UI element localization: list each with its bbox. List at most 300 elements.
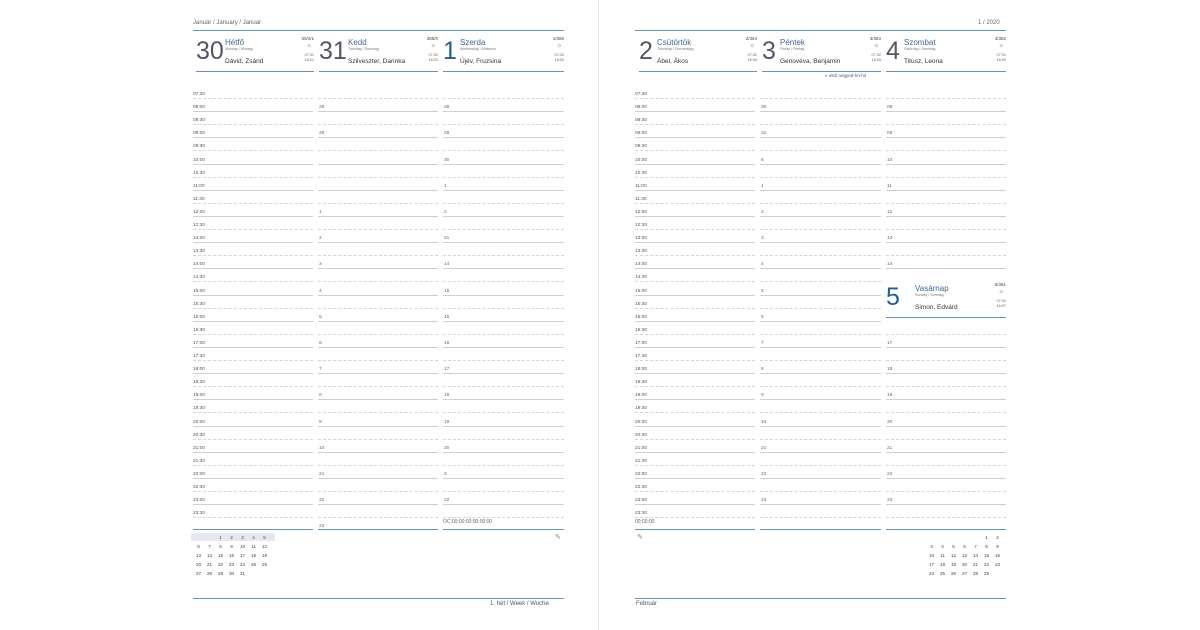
grid-line [193,426,313,427]
grid-line [760,491,881,492]
grid-line [760,216,881,217]
calendar-day: 29 [983,571,990,576]
sunset-time: 16:03 [554,58,564,62]
grid-line [318,334,438,335]
day-number: 4 [886,37,900,65]
calendar-day: 5 [263,535,266,540]
grid-line [443,386,564,387]
calendar-day: 25 [939,571,946,576]
grid-line [886,216,1006,217]
time-label: 22:00 [635,472,648,477]
time-label: 20:30 [193,433,206,438]
grid-line [193,124,313,125]
grid-line [760,426,881,427]
calendar-week-row [193,544,270,553]
calendar-day: 3 [241,535,244,540]
day-subtitle: Monday / Montag [225,47,253,51]
calendar-day: 14 [206,553,213,558]
calendar-day: 16 [228,553,235,558]
grid-line [443,124,564,125]
calendar-week-row [926,553,1003,562]
day-of-year: 2/364 [745,36,757,41]
grid-line [760,465,881,466]
hour-ordinal: 8 [319,393,322,398]
time-label: 16:00 [193,315,206,320]
grid-line [193,268,313,269]
grid-line [193,412,313,413]
grid-line [318,203,438,204]
grid-line [443,504,564,505]
sunrise-time: 07:31 [996,299,1006,303]
grid-line [318,491,438,492]
grid-line [760,478,881,479]
grid-line [760,111,881,112]
day-of-year: 3/363 [869,36,881,41]
time-label: 19:00 [193,393,206,398]
grid-line [443,281,564,282]
day-name: Csütörtök [657,38,692,47]
day-number: 2 [639,37,653,65]
time-label: 19:30 [193,406,206,411]
grid-line [193,137,313,138]
time-label: 19:30 [635,406,648,411]
calendar-day: 15 [217,553,224,558]
calendar-day [948,535,959,544]
grid-line [760,373,881,374]
hour-ordinal: 22 [444,498,450,503]
calendar-day: 29 [217,571,224,576]
grid-line [886,491,1006,492]
grid-line [886,399,1006,400]
calendar-day: 19 [950,562,957,567]
sunset-time: 16:05 [871,58,881,62]
grid-line [193,504,313,505]
sunrise-time: 07:31 [304,53,314,57]
grid-line [443,491,564,492]
grid-line [318,347,438,348]
right-page [602,0,1200,630]
grid-line [886,229,1006,230]
grid-line [635,308,755,309]
hour-ordinal: 10 [887,158,893,163]
grid-line [760,255,881,256]
grid-line [193,360,313,361]
time-label: 20:00 [193,420,206,425]
grid-line [760,504,881,505]
time-label: 12:00 [193,210,206,215]
grid-line [760,321,881,322]
grid-line [193,465,313,466]
name-day: Titusz, Leona [904,58,943,65]
day-name: Hétfő [225,38,245,47]
time-label: 08:00 [635,105,648,110]
time-label: 07:30 [635,92,648,97]
name-day: Simon, Edvárd [915,304,958,311]
calendar-day [959,535,970,544]
grid-line [318,281,438,282]
time-label: 13:30 [635,249,648,254]
time-label: 23:00 [193,498,206,503]
grid-line [635,491,755,492]
sunset-time: 16:04 [747,58,757,62]
top-rule [193,30,564,31]
time-label: 22:00 [193,472,206,477]
calendar-day: 22 [217,562,224,567]
grid-line [193,491,313,492]
hour-ordinal: 12 [887,210,893,215]
time-label: 12:30 [635,223,648,228]
grid-line [443,177,564,178]
calendar-day: 3 [930,544,933,549]
grid-line [443,98,564,99]
time-label: 15:30 [635,302,648,307]
day-header-wednesday [443,36,564,72]
time-label: 22:30 [193,485,206,490]
month-footer: Február [636,601,658,607]
calendar-day: 30 [228,571,235,576]
grid-line [886,255,1006,256]
grid-line [760,386,881,387]
grid-line [193,216,313,217]
hour-ordinal: 20 [887,420,893,425]
hour-ordinal: 21 [319,472,325,477]
hour-ordinal: 1 [444,184,447,189]
hour-ordinal: 15 [444,289,450,294]
grid-line [443,517,564,518]
grid-line [443,111,564,112]
calendar-day: 24 [239,562,246,567]
time-label: 18:30 [193,380,206,385]
grid-line [635,164,755,165]
grid-line [443,216,564,217]
time-label: 17:00 [193,341,206,346]
hour-ordinal: 6 [761,158,764,163]
grid-line [318,478,438,479]
day-of-year: 4/362 [994,36,1006,41]
grid-line [635,386,755,387]
calendar-day: 5 [952,544,955,549]
sunset-time: 16:02 [428,58,438,62]
grid-line [318,164,438,165]
grid-line [318,98,438,99]
grid-line [635,98,755,99]
day-subtitle: Saturday / Samstag [904,47,936,51]
calendar-day [248,571,259,580]
hour-ordinal: 10 [319,446,325,451]
hour-ordinal: 14 [444,262,450,267]
calendar-day: 23 [994,562,1001,567]
hour-ordinal: 21 [887,446,893,451]
grid-line [635,111,755,112]
grid-line [886,517,1006,518]
time-label: 09:30 [193,144,206,149]
grid-line [443,399,564,400]
day-subtitle: Friday / Freitag [780,47,805,51]
grid-line [443,150,564,151]
hour-ordinal: 30 [761,105,767,110]
sunrise-time: 07:32 [428,53,438,57]
hour-ordinal: 9 [761,393,764,398]
hour-ordinal: 13 [887,236,893,241]
day-name: Szombat [904,38,936,47]
grid-line [635,465,755,466]
time-label: 15:00 [193,289,206,294]
day-header-saturday [886,36,1006,72]
sunrise-time: 07:31 [996,53,1006,57]
grid-line [886,124,1006,125]
pencil-icon: ✎ [637,534,643,541]
grid-line [443,242,564,243]
calendar-week-row [926,535,1003,544]
hour-ordinal: 1 [319,210,322,215]
grid-line [318,229,438,230]
sunrise-time: 07:32 [871,53,881,57]
calendar-day: 16 [994,553,1001,558]
time-label: 08:00 [193,105,206,110]
time-label: 15:30 [193,302,206,307]
calendar-day: 22 [983,562,990,567]
calendar-day: 26 [261,562,268,567]
calendar-day: 28 [206,571,213,576]
hour-ordinal: 16 [444,341,450,346]
calendar-day [204,535,215,544]
grid-line [443,308,564,309]
grid-line [193,386,313,387]
day-name: Kedd [348,38,367,47]
time-label: 13:00 [635,236,648,241]
time-label: 07:30 [193,92,206,97]
day-name: Vasárnap [915,284,949,293]
grid-line [193,347,313,348]
time-label: 08:30 [635,118,648,123]
day-subtitle: Wednesday / Mittwoch [460,47,497,51]
grid-line [193,177,313,178]
calendar-day: 7 [974,544,977,549]
time-label: 11:30 [635,197,647,202]
grid-line [886,98,1006,99]
calendar-week-row [193,562,270,571]
grid-line [635,177,755,178]
hour-ordinal: 18 [444,393,450,398]
grid-line [193,308,313,309]
hour-ordinal: 2 [444,210,447,215]
time-label: 18:00 [635,367,648,372]
time-label: 14:30 [635,275,648,280]
grid-line [886,190,1006,191]
grid-line [443,137,564,138]
grid-line [886,268,1006,269]
grid-line [635,360,755,361]
hour-ordinal: 30 [444,158,450,163]
grid-line [318,190,438,191]
hour-ordinal: 3 [319,262,322,267]
day-subtitle: Thursday / Donnerstag [657,47,694,51]
hour-ordinal: 22 [319,498,325,503]
grid-line [886,177,1006,178]
time-label: 21:30 [193,459,206,464]
time-label: 12:30 [193,223,206,228]
calendar-day: 1 [985,535,988,540]
grid-line [635,255,755,256]
grid-line [635,229,755,230]
week-footer: 1. hét / Week / Woche [490,601,549,607]
grid-line [193,399,313,400]
grid-line [443,426,564,427]
calendar-day: 17 [928,562,935,567]
calendar-day: 25 [250,562,257,567]
time-label: 17:30 [635,354,648,359]
calendar-day: 11 [251,544,256,549]
calendar-day: 4 [941,544,944,549]
day-header-sunday [886,282,1006,318]
calendar-week-row [926,544,1003,553]
grid-line [443,268,564,269]
time-label: 08:30 [193,118,206,123]
hour-ordinal: 31 [444,236,450,241]
top-rule [635,30,1006,31]
hour-ordinal: 23 [319,524,325,529]
hour-ordinal: 23 [761,498,767,503]
grid-line [443,452,564,453]
grid-line [193,373,313,374]
hour-ordinal: 15 [444,315,450,320]
sunrise-time: 07:32 [747,53,757,57]
grid-line [193,242,313,243]
grid-line [318,360,438,361]
sun-icon: ☼ [430,43,436,49]
sun-icon: ☼ [998,289,1004,295]
grid-line [886,386,1006,387]
day-of-year: 30/4/1 [301,36,314,41]
time-label: 23:30 [635,511,648,516]
grid-line [760,242,881,243]
grid-line [635,281,755,282]
grid-line [443,465,564,466]
time-label: 22:30 [635,485,648,490]
day-number: 3 [762,37,776,65]
grid-line [443,334,564,335]
grid-line [318,321,438,322]
time-label: 20:00 [635,420,648,425]
grid-line [886,426,1006,427]
grid-line [193,321,313,322]
grid-line [318,308,438,309]
time-label: 12:00 [635,210,648,215]
month-label: Január / January / Januar [193,20,262,26]
hour-ordinal: 08 [887,105,893,110]
grid-line [318,255,438,256]
grid-line [760,229,881,230]
time-label: 10:00 [635,158,648,163]
day-header-thursday [639,36,757,72]
grid-line [193,98,313,99]
calendar-day: 8 [985,544,988,549]
grid-line [318,465,438,466]
calendar-day: 1 [219,535,222,540]
hour-ordinal: 10 [761,420,767,425]
calendar-day [193,535,204,544]
grid-line [635,517,755,518]
grid-line [193,295,313,296]
name-day: Genovéva, Benjamin [780,58,841,65]
calendar-day: 23 [228,562,235,567]
day-number: 30 [196,37,224,65]
calendar-day [992,571,1003,580]
time-label: 14:00 [193,262,206,267]
hour-ordinal: 23 [887,498,893,503]
time-label: 13:30 [193,249,206,254]
moon-phase-note: ◐ első negyed-hó-hó [825,73,867,78]
grid-line [318,177,438,178]
sun-icon: ☼ [749,43,755,49]
hour-ordinal: 6 [761,315,764,320]
time-label: 18:30 [635,380,648,385]
grid-line [760,439,881,440]
grid-line [318,242,438,243]
grid-line [760,281,881,282]
calendar-day: 19 [261,553,268,558]
calendar-day: 4 [252,535,255,540]
time-label: 09:30 [635,144,648,149]
grid-line [760,452,881,453]
grid-line [443,295,564,296]
grid-line [886,373,1006,374]
grid-line [635,190,755,191]
calendar-day: 2 [996,535,999,540]
hour-ordinal: 1 [761,184,764,189]
grid-line [193,203,313,204]
calendar-day: 31 [239,571,246,576]
grid-line [635,412,755,413]
grid-line [886,242,1006,243]
grid-line [886,203,1006,204]
calendar-week-row [193,535,270,544]
grid-line [760,98,881,99]
calendar-day: 8 [219,544,222,549]
name-day: Dávid, Zsánd [225,58,264,65]
hour-ordinal: 4 [319,289,322,294]
day-of-year: 1/365 [552,36,564,41]
time-label: 23:00 [635,498,648,503]
hour-ordinal: 17 [444,367,450,372]
grid-line [318,439,438,440]
grid-line [635,504,755,505]
calendar-day: 15 [983,553,990,558]
grid-line [635,203,755,204]
grid-line [318,295,438,296]
calendar-week-row [926,571,1003,580]
left-page [0,0,598,630]
name-day: Ábel, Ákos [657,58,689,65]
calendar-day: 20 [961,562,968,567]
grid-line [193,478,313,479]
hour-ordinal: 29 [319,131,325,136]
day-header-tuesday [319,36,438,72]
hour-ordinal: 21 [761,446,767,451]
hour-ordinal: 22 [761,472,767,477]
grid-line [635,334,755,335]
grid-line [193,281,313,282]
grid-line [635,478,755,479]
time-label: 17:30 [193,354,206,359]
grid-line [635,216,755,217]
grid-line [193,452,313,453]
time-label: 16:30 [635,328,648,333]
grid-line [886,465,1006,466]
hour-ordinal: 11 [887,184,892,189]
grid-line [318,150,438,151]
grid-line [193,439,313,440]
